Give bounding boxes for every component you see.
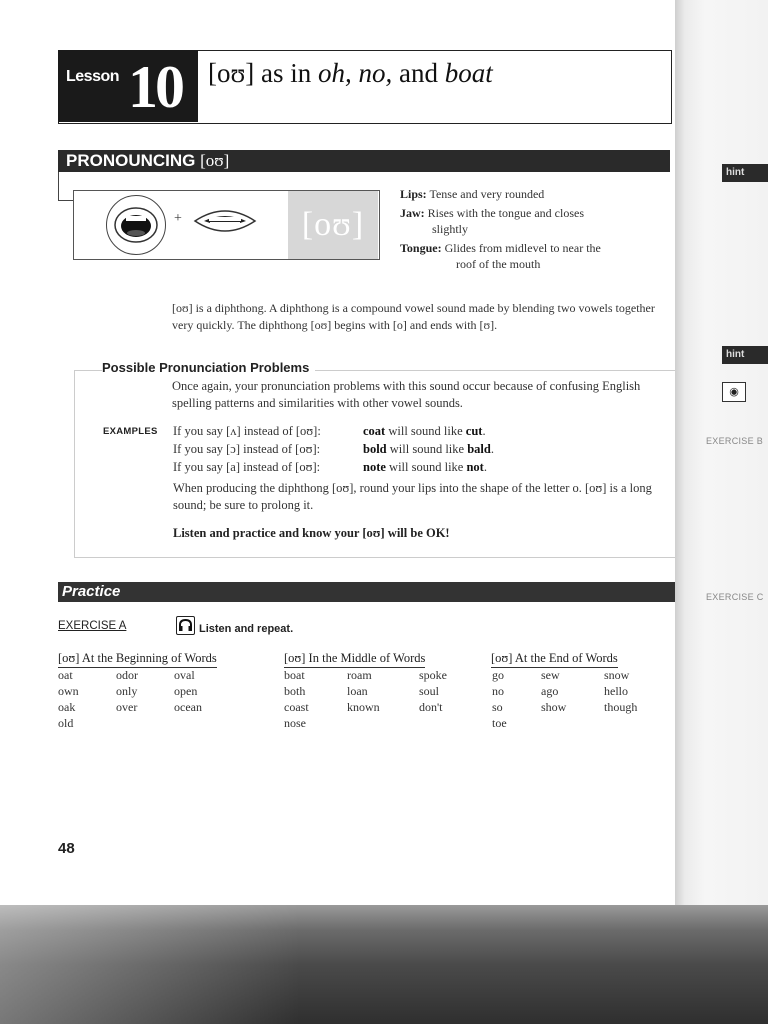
- word: oak: [58, 700, 76, 714]
- pronouncing-heading: [66, 151, 229, 171]
- lesson-title-words: oh, no,: [318, 58, 393, 88]
- jaw-text-2: slightly: [432, 222, 469, 236]
- lesson-title-last: boat: [444, 58, 493, 88]
- lips-note: [400, 186, 670, 202]
- word: coast: [284, 700, 309, 714]
- example-say: If you say [ɔ] instead of [oʊ]:: [173, 442, 321, 456]
- plus-sign: +: [174, 211, 182, 226]
- word: toe: [492, 716, 507, 730]
- margin-exercise-c: EXERCISE C: [706, 592, 764, 602]
- mouth-diagram: [73, 190, 380, 260]
- articulation-notes: [400, 186, 670, 275]
- word: hello: [604, 684, 628, 698]
- word: ocean: [174, 700, 202, 714]
- lesson-title-and: and: [392, 58, 445, 88]
- word: ago: [541, 684, 559, 698]
- examples-label: EXAMPLES: [103, 426, 158, 437]
- word: snow: [604, 668, 630, 682]
- page-number: 48: [58, 840, 75, 857]
- rounded-lips-icon: [192, 203, 258, 239]
- lips-text: Tense and very rounded: [429, 187, 545, 201]
- example-say: If you say [ʌ] instead of [oʊ]:: [173, 424, 321, 438]
- diphthong-intro: [oʊ] is a diphthong. A diphthong is a compound vowel sound made by blending two vowels together very quickly. The diphthong [oʊ] begins with [o] and ends with [ʊ].: [172, 301, 655, 332]
- word: sew: [541, 668, 560, 682]
- word: roam: [347, 668, 372, 682]
- word: oval: [174, 668, 195, 682]
- jaw-text: Rises with the tongue and closes: [427, 206, 584, 220]
- lesson-label: Lesson: [66, 68, 120, 85]
- word: only: [116, 684, 138, 698]
- scan-shadow-highlight: [0, 905, 300, 1024]
- open-mouth-icon: [106, 195, 166, 255]
- example-word: bold: [363, 442, 387, 456]
- problems-tagline: Listen and practice and know your [oʊ] will be OK!: [173, 526, 450, 540]
- word: both: [284, 684, 306, 698]
- column-heading-beginning: [oʊ] At the Beginning of Words: [58, 651, 217, 668]
- word: loan: [347, 684, 368, 698]
- pronouncing-heading-symbol: [oʊ]: [200, 151, 230, 170]
- ou-symbol-box: [oʊ]: [288, 191, 378, 259]
- word: no: [492, 684, 504, 698]
- example-row: [173, 424, 486, 439]
- pronouncing-heading-word: PRONOUNCING: [66, 151, 201, 170]
- example-result: not: [466, 460, 484, 474]
- word: known: [347, 700, 380, 714]
- tongue-note: [400, 240, 670, 272]
- margin-hint-tag: hint: [722, 346, 768, 364]
- word: though: [604, 700, 638, 714]
- column-heading-end: [oʊ] At the End of Words: [491, 651, 618, 668]
- example-middle: will sound like: [386, 442, 468, 456]
- word: spoke: [419, 668, 447, 682]
- headphones-icon[interactable]: [176, 616, 195, 635]
- example-end: .: [483, 460, 487, 474]
- pronouncing-section-bar: [58, 150, 670, 172]
- word: boat: [284, 668, 305, 682]
- word: show: [541, 700, 567, 714]
- exercise-a-label: EXERCISE A: [58, 620, 127, 632]
- lips-label: Lips:: [400, 187, 427, 201]
- word: over: [116, 700, 138, 714]
- lesson-badge: [58, 50, 198, 122]
- example-word: coat: [363, 424, 386, 438]
- example-result: cut: [465, 424, 483, 438]
- word: go: [492, 668, 504, 682]
- lesson-number: 10: [128, 54, 182, 120]
- example-row: [173, 460, 487, 475]
- word: soul: [419, 684, 440, 698]
- example-middle: will sound like: [385, 460, 467, 474]
- example-result: bald: [467, 442, 491, 456]
- word: nose: [284, 716, 306, 730]
- tongue-text: Glides from midlevel to near the: [444, 241, 601, 255]
- example-say: If you say [a] instead of [oʊ]:: [173, 460, 321, 474]
- listen-instruction: Listen and repeat.: [199, 623, 294, 635]
- margin-hint-tag: hint: [722, 164, 768, 182]
- example-end: .: [482, 424, 486, 438]
- tongue-text-2: roof of the mouth: [456, 257, 541, 271]
- margin-exercise-b: EXERCISE B: [706, 436, 764, 446]
- practice-heading: Practice: [62, 583, 121, 600]
- facing-page-edge: [675, 0, 768, 910]
- example-end: .: [490, 442, 494, 456]
- problems-intro: Once again, your pronunciation problems with this sound occur because of confusing English spelling patterns and similarities with other vowel sounds.: [172, 379, 641, 410]
- word: oat: [58, 668, 73, 682]
- jaw-label: Jaw:: [400, 206, 425, 220]
- cd-icon: ◉: [722, 382, 746, 402]
- lesson-title-prefix: [oʊ] as in: [208, 58, 319, 88]
- word: odor: [116, 668, 138, 682]
- word: open: [174, 684, 198, 698]
- word: don't: [419, 700, 443, 714]
- word: own: [58, 684, 79, 698]
- lesson-title: [208, 58, 493, 89]
- problems-note: When producing the diphthong [oʊ], round your lips into the shape of the letter o. [oʊ] is a long sound; be sure to prolong it.: [173, 481, 652, 512]
- problems-heading: Possible Pronunciation Problems: [102, 360, 315, 375]
- example-middle: will sound like: [385, 424, 466, 438]
- example-row: [173, 442, 494, 457]
- column-heading-middle: [oʊ] In the Middle of Words: [284, 651, 425, 668]
- jaw-note: [400, 205, 670, 237]
- tongue-label: Tongue:: [400, 241, 442, 255]
- practice-section-bar: [58, 582, 675, 602]
- example-word: note: [363, 460, 386, 474]
- word: so: [492, 700, 503, 714]
- word: old: [58, 716, 74, 730]
